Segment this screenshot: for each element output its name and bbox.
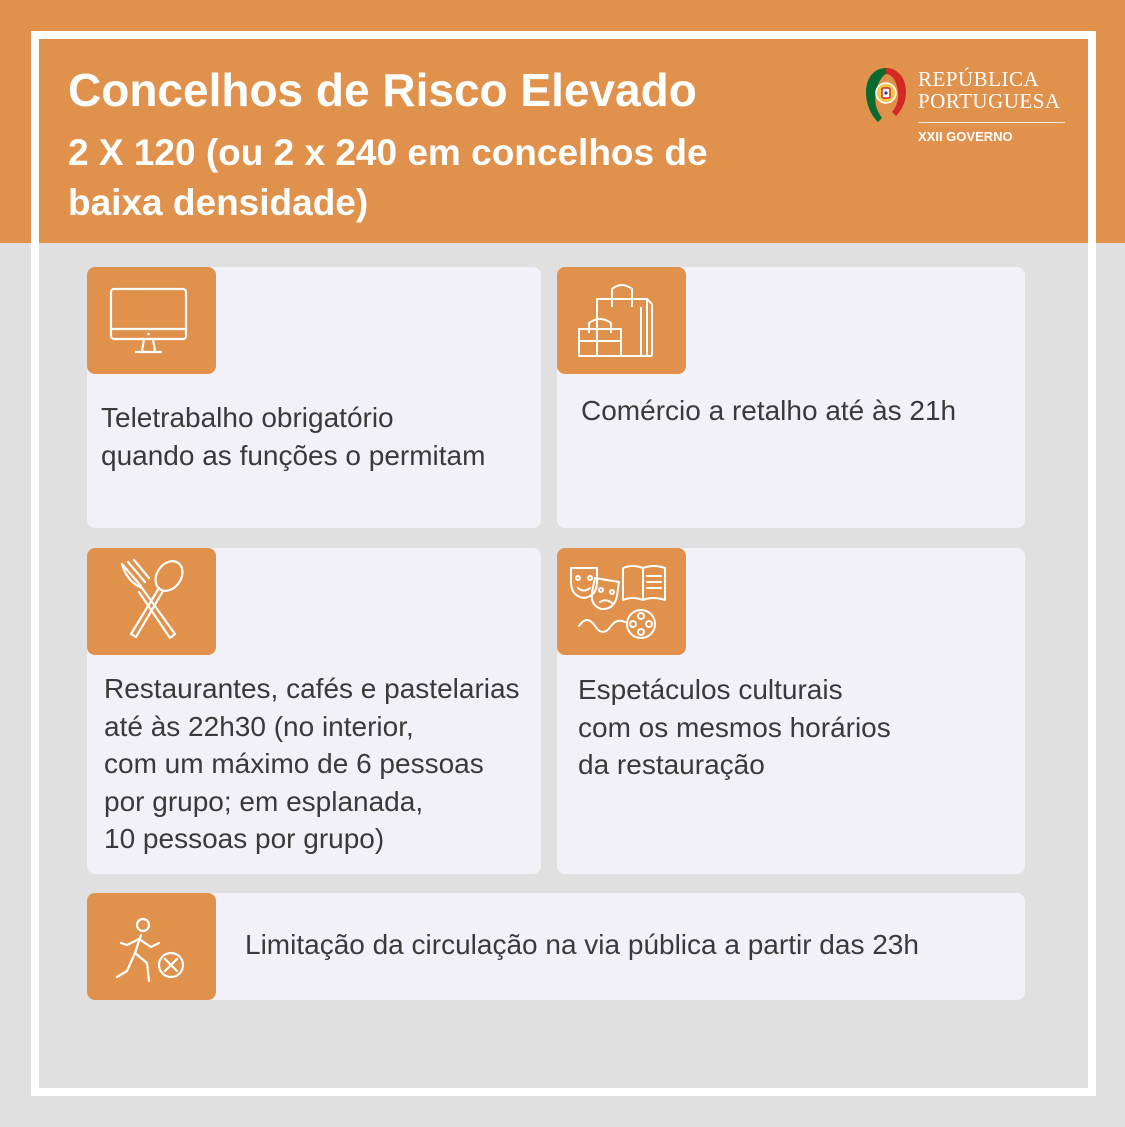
card-text-line: até às 22h30 (no interior, bbox=[104, 710, 414, 742]
card-text bbox=[581, 392, 956, 430]
card-text-line: da restauração bbox=[578, 749, 765, 780]
icon-box bbox=[557, 548, 686, 655]
republica-portuguesa-logo bbox=[864, 66, 1069, 148]
card-text-line: com os mesmos horários bbox=[578, 711, 891, 743]
card-text-line: Restaurantes, cafés e pastelarias bbox=[104, 673, 520, 704]
theater-masks-film-icon bbox=[557, 548, 686, 655]
card-text-line: Comércio a retalho até às 21h bbox=[581, 395, 957, 426]
card-text-line: Limitação da circulação na via pública a partir das 23h bbox=[245, 929, 919, 960]
fork-spoon-icon bbox=[87, 548, 216, 655]
card-restaurantes bbox=[87, 548, 541, 874]
computer-monitor-icon bbox=[87, 267, 216, 374]
card-text bbox=[101, 399, 485, 474]
shopping-bags-icon bbox=[557, 267, 686, 374]
card-circulacao bbox=[87, 893, 1025, 1000]
card-comercio bbox=[557, 267, 1025, 528]
card-text-line: Espetáculos culturais bbox=[578, 674, 843, 705]
logo-name-line1: REPÚBLICA bbox=[918, 67, 1040, 91]
icon-box bbox=[87, 548, 216, 655]
icon-box bbox=[557, 267, 686, 374]
walking-person-prohibited-icon bbox=[87, 893, 216, 1000]
logo-name bbox=[918, 68, 1068, 112]
card-teletrabalho bbox=[87, 267, 541, 528]
card-text-line: quando as funções o permitam bbox=[101, 439, 486, 471]
icon-box bbox=[87, 267, 216, 374]
page-title: Concelhos de Risco Elevado bbox=[68, 64, 697, 116]
logo-government: XXII GOVERNO bbox=[918, 129, 1013, 144]
card-text bbox=[578, 671, 891, 784]
card-text-line: por grupo; em esplanada, bbox=[104, 785, 424, 817]
card-text-line: com um máximo de 6 pessoas bbox=[104, 748, 484, 779]
icon-box bbox=[87, 893, 216, 1000]
page-subtitle: 2 X 120 (ou 2 x 240 em concelhos de baixa densidade) bbox=[68, 132, 708, 223]
logo-name-line2: PORTUGUESA bbox=[918, 89, 1061, 113]
logo-divider bbox=[918, 122, 1065, 123]
card-text bbox=[245, 926, 919, 964]
card-text bbox=[104, 670, 520, 858]
portugal-emblem-icon bbox=[864, 66, 908, 124]
card-text-line: Teletrabalho obrigatório bbox=[101, 402, 394, 433]
card-espetaculos bbox=[557, 548, 1025, 874]
card-text-line: 10 pessoas por grupo) bbox=[104, 823, 385, 854]
